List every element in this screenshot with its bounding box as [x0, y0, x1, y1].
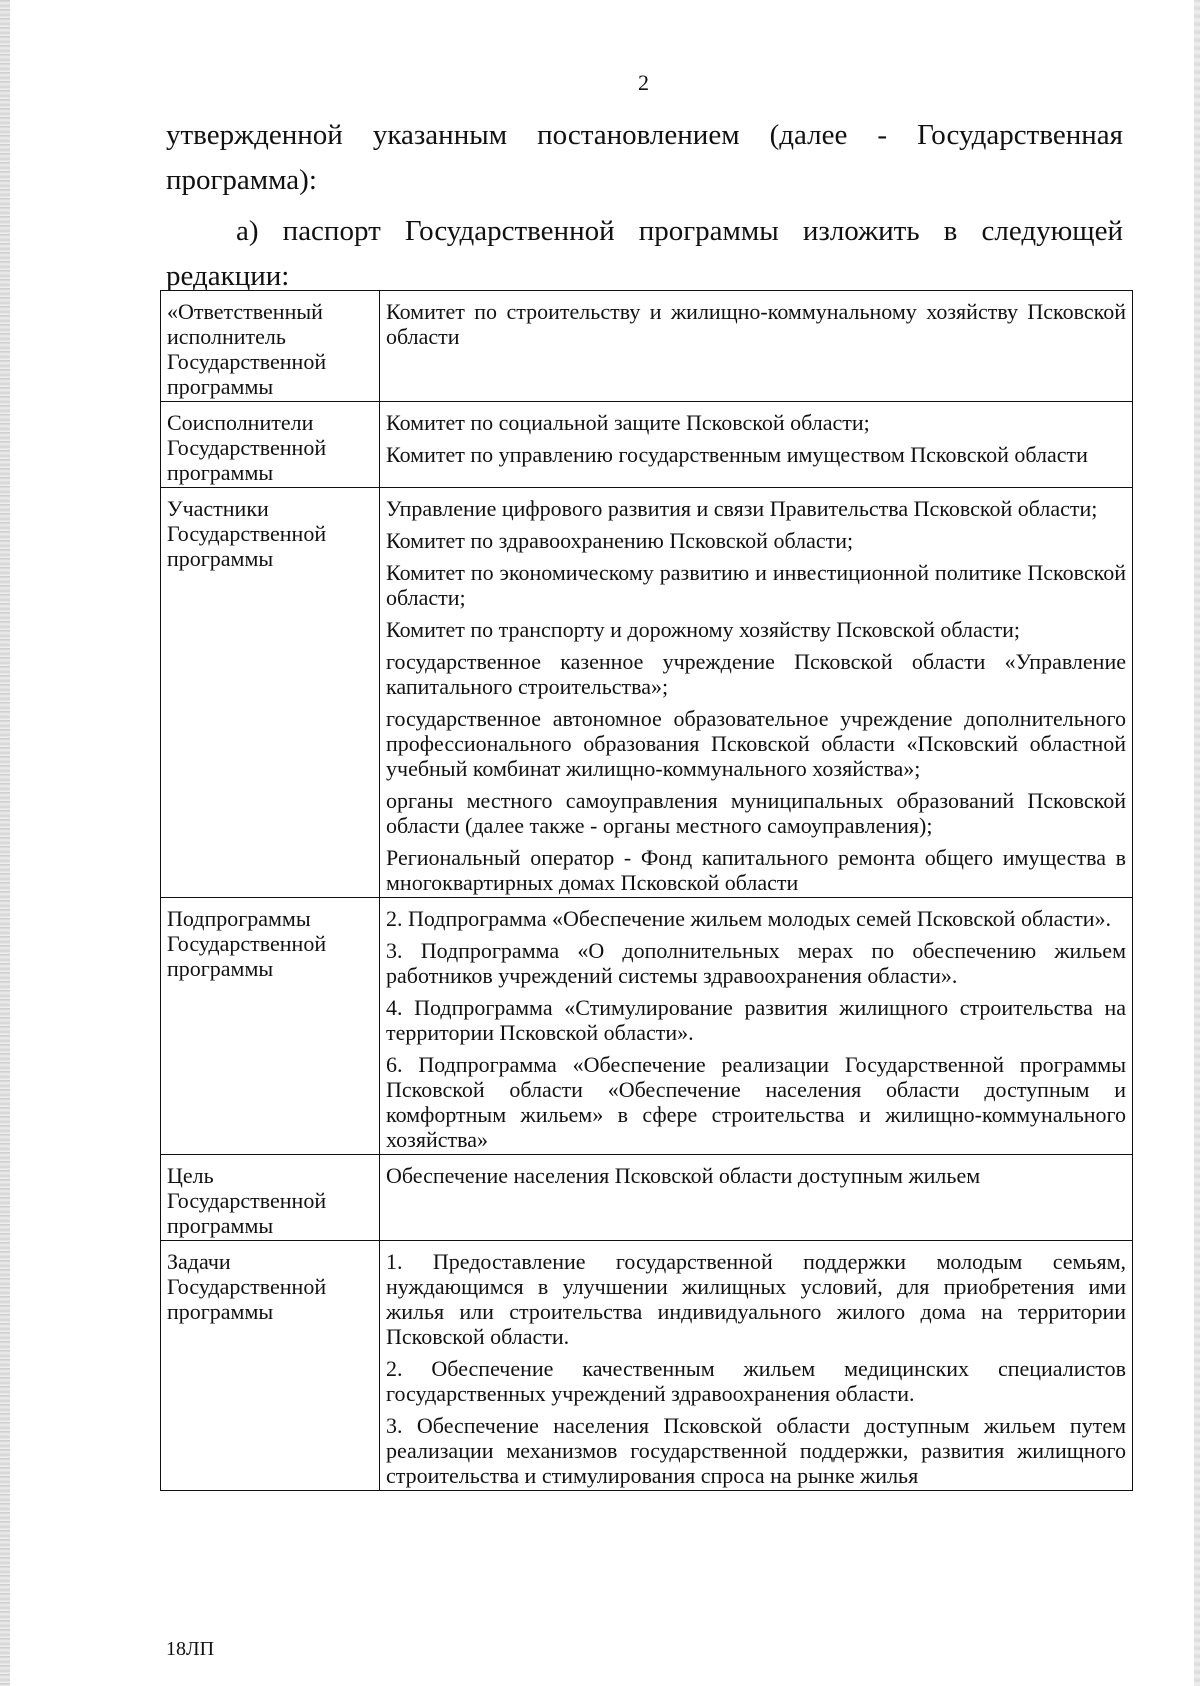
- passport-row-paragraph: 3. Подпрограмма «О дополнительных мерах по обеспечению жильем работников учреждений системы здравоохранения области».: [386, 938, 1126, 988]
- passport-row-content: [380, 402, 1133, 488]
- program-passport-table: [160, 290, 1133, 1491]
- passport-row-paragraph: 2. Обеспечение качественным жильем медицинских специалистов государственных учреждений здравоохранения области.: [386, 1356, 1126, 1406]
- passport-row: [161, 291, 1133, 402]
- passport-row-label: Участники Государственной программы: [161, 488, 380, 898]
- passport-row-paragraph: государственное автономное образовательное учреждение дополнительного профессионального образования Псковской области «Псковский областной учебный комбинат жилищно-коммунального хозяйства»;: [386, 706, 1126, 781]
- passport-row-paragraph: Комитет по строительству и жилищно-коммунальному хозяйству Псковской области: [386, 299, 1126, 349]
- passport-row-paragraph: 6. Подпрограмма «Обеспечение реализации Государственной программы Псковской области «Обеспечение населения области доступным и комфортным жильем» в сфере строительства и жилищно-коммунального хозяйства»: [386, 1052, 1126, 1152]
- passport-row: [161, 402, 1133, 488]
- passport-row-label: Цель Государственной программы: [161, 1155, 380, 1241]
- passport-row-paragraph: 4. Подпрограмма «Стимулирование развития жилищного строительства на территории Псковской области».: [386, 995, 1126, 1045]
- passport-row-paragraph: Комитет по экономическому развитию и инвестиционной политике Псковской области;: [386, 560, 1126, 610]
- passport-row-paragraph: Управление цифрового развития и связи Правительства Псковской области;: [386, 496, 1098, 521]
- passport-row-paragraph: 3. Обеспечение населения Псковской области доступным жильем путем реализации механизмов государственной поддержки, развития жилищного строительства и стимулирования спроса на рынке жилья: [386, 1413, 1126, 1488]
- intro-text: [166, 113, 1123, 299]
- passport-row-paragraph: Обеспечение населения Псковской области доступным жильем: [386, 1163, 981, 1188]
- passport-row-label: Подпрограммы Государственной программы: [161, 898, 380, 1155]
- passport-row-paragraph: Региональный оператор - Фонд капитального ремонта общего имущества в многоквартирных домах Псковской области: [386, 845, 1126, 895]
- scan-edge-left: [0, 0, 10, 1686]
- passport-row-content: [380, 1155, 1133, 1241]
- intro-line-1: утвержденной указанным постановлением (далее - Государственная программа):: [166, 119, 1123, 196]
- passport-row-paragraph: государственное казенное учреждение Псковской области «Управление капитального строительства»;: [386, 649, 1126, 699]
- passport-row: [161, 898, 1133, 1155]
- passport-row-paragraph: Комитет по управлению государственным имуществом Псковской области: [386, 442, 1088, 467]
- passport-row-content: [380, 291, 1133, 402]
- passport-row-label: Соисполнители Государственной программы: [161, 402, 380, 488]
- passport-row: [161, 488, 1133, 898]
- intro-line-2: а) паспорт Государственной программы изложить в следующей редакции:: [166, 215, 1123, 292]
- passport-row-paragraph: Комитет по транспорту и дорожному хозяйству Псковской области;: [386, 617, 1021, 642]
- footer-document-code: 18ЛП: [166, 1638, 215, 1660]
- passport-row-paragraph: 1. Предоставление государственной поддержки молодым семьям, нуждающимся в улучшении жилищных условий, для приобретения ими жилья или строительства индивидуального жилого дома на территории Псковской области.: [386, 1249, 1126, 1349]
- passport-row-content: [380, 898, 1133, 1155]
- scan-edge-right: [1194, 0, 1200, 1686]
- page-number: 2: [638, 70, 649, 95]
- passport-row-label: Задачи Государственной программы: [161, 1241, 380, 1491]
- passport-row-paragraph: 2. Подпрограмма «Обеспечение жильем молодых семей Псковской области».: [386, 906, 1111, 931]
- passport-row-content: [380, 1241, 1133, 1491]
- passport-row-content: [380, 488, 1133, 898]
- passport-row-paragraph: органы местного самоуправления муниципальных образований Псковской области (далее также - органы местного самоуправления);: [386, 788, 1126, 838]
- passport-row-paragraph: Комитет по социальной защите Псковской области;: [386, 410, 870, 435]
- passport-row-label: «Ответственный исполнитель Государственной программы: [161, 291, 380, 402]
- passport-row-paragraph: Комитет по здравоохранению Псковской области;: [386, 528, 854, 553]
- passport-table-body: [161, 291, 1133, 1491]
- passport-row: [161, 1241, 1133, 1491]
- passport-row: [161, 1155, 1133, 1241]
